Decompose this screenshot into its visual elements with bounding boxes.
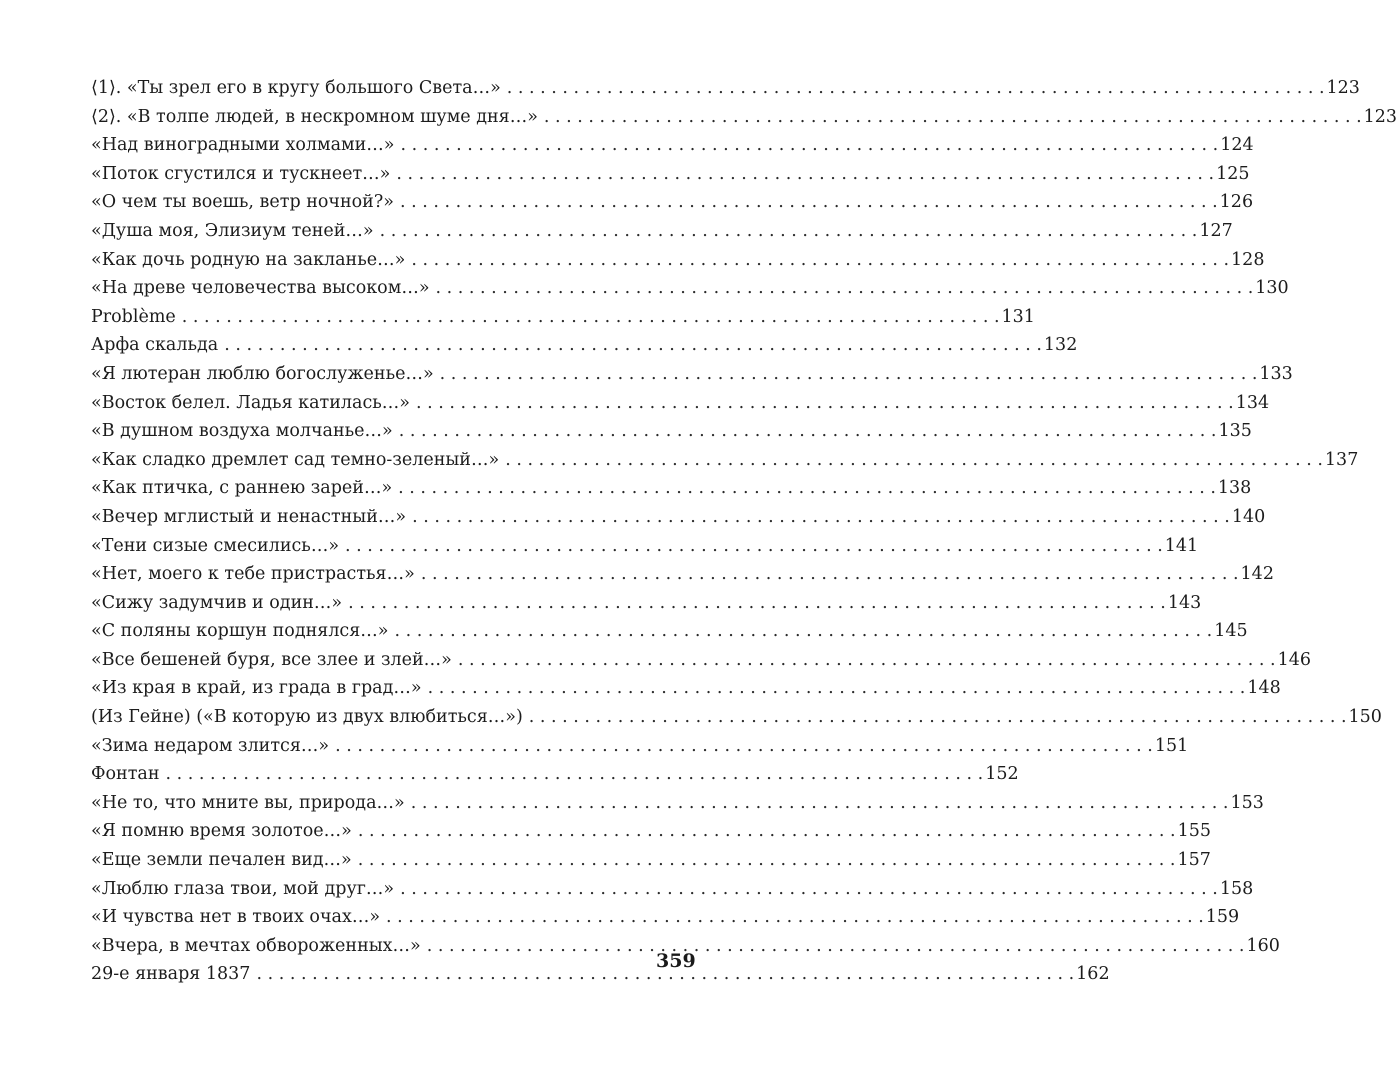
toc-entry-page: 132 — [1043, 335, 1078, 356]
dot-leader — [411, 246, 1229, 275]
toc-entry-page: 150 — [1348, 707, 1382, 728]
toc-entry — [91, 589, 1202, 618]
dot-leader — [394, 617, 1212, 646]
toc-entry-page: 135 — [1218, 421, 1252, 442]
page-number: 359 — [656, 950, 696, 972]
toc-entry-title: «Душа моя, Элизиум теней…» — [91, 220, 374, 241]
dot-leader — [458, 646, 1276, 675]
toc-entry — [91, 389, 1270, 418]
toc-entry — [91, 532, 1199, 561]
toc-entry-page: 124 — [1220, 135, 1254, 156]
toc-entry — [91, 703, 1382, 732]
toc-entry — [91, 188, 1254, 217]
toc-entry-title: «Не то, что мните вы, природа…» — [91, 792, 405, 813]
dot-leader — [224, 331, 1042, 360]
dot-leader — [400, 188, 1218, 217]
toc-entry-title: 29-е января 1837 — [91, 964, 251, 985]
toc-entry-page: 148 — [1247, 678, 1281, 699]
toc-entry-title: ⟨1⟩. «Ты зрел его в кругу большого Света…» — [91, 78, 501, 98]
toc-entry-title: «Еще земли печален вид…» — [91, 850, 352, 871]
dot-leader — [348, 589, 1166, 618]
dot-leader — [398, 474, 1216, 503]
toc-entry-page: 130 — [1255, 278, 1289, 299]
toc-entry — [91, 160, 1250, 189]
dot-leader — [166, 760, 984, 789]
toc-entry-title: «Над виноградными холмами…» — [91, 135, 395, 156]
toc-entry-page: 158 — [1219, 878, 1254, 899]
toc-entry-title: Problème — [91, 306, 176, 327]
dot-leader — [358, 817, 1176, 846]
toc-entry — [91, 446, 1359, 475]
dot-leader — [400, 875, 1218, 904]
dot-leader — [335, 732, 1153, 761]
toc-entry — [91, 303, 1035, 332]
toc-entry-page: 155 — [1177, 821, 1211, 842]
toc-entry — [91, 903, 1240, 932]
toc-entry-title: «Восток белел. Ладья катилась…» — [91, 392, 410, 413]
dot-leader — [358, 846, 1176, 875]
toc-entry-page: 133 — [1259, 363, 1293, 384]
dot-leader — [440, 360, 1258, 389]
toc-entry — [91, 331, 1078, 360]
toc-entry — [91, 103, 1397, 132]
toc-entry-title: «Как сладко дремлет сад темно-зеленый…» — [91, 449, 500, 470]
dot-leader — [345, 532, 1163, 561]
dot-leader — [427, 932, 1245, 961]
toc-entry-page: 151 — [1154, 735, 1189, 756]
toc-entry-title: «Я лютеран люблю богослуженье…» — [91, 363, 434, 384]
toc-entry-page: 162 — [1076, 964, 1110, 985]
toc-entry-page: 157 — [1177, 850, 1211, 871]
toc-entry-title: «Все бешеней буря, все злее и злей…» — [91, 649, 452, 670]
toc-entry-page: 159 — [1205, 907, 1240, 928]
dot-leader — [416, 389, 1234, 418]
toc-entry-page: 123 — [1363, 106, 1397, 127]
toc-entry-page: 141 — [1164, 535, 1199, 556]
toc-entry-title: «Люблю глаза твои, мой друг…» — [91, 878, 395, 899]
toc-entry-page: 142 — [1240, 564, 1274, 585]
toc-entry-page: 152 — [985, 764, 1019, 785]
toc-entry — [91, 646, 1312, 675]
toc-entry — [91, 732, 1189, 761]
toc-entry — [91, 74, 1360, 103]
toc-entry — [91, 217, 1233, 246]
toc-entry-title: «Зима недаром злится…» — [91, 735, 330, 756]
toc-entry-title: «Поток сгустился и тускнеет…» — [91, 163, 391, 184]
toc-entry-page: 131 — [1001, 306, 1035, 327]
toc-entry-page: 127 — [1199, 220, 1233, 241]
dot-leader — [182, 303, 1000, 332]
dot-leader — [401, 131, 1219, 160]
toc-entry-page: 134 — [1235, 392, 1270, 413]
toc-entry-page: 140 — [1231, 506, 1266, 527]
toc-entry-page: 146 — [1277, 649, 1312, 670]
dot-leader — [421, 560, 1239, 589]
dot-leader — [399, 417, 1217, 446]
dot-leader — [412, 503, 1230, 532]
toc-entry-title: «Нет, моего к тебе пристрастья…» — [91, 564, 415, 585]
toc-entry-title: «С поляны коршун поднялся…» — [91, 621, 389, 642]
toc-entry-page: 128 — [1231, 249, 1265, 270]
toc-entry-page: 160 — [1246, 935, 1280, 956]
toc-entry-title: «Из края в край, из града в град…» — [91, 678, 422, 699]
toc-entry — [91, 617, 1248, 646]
toc-entry-title: «О чем ты воешь, ветр ночной?» — [91, 192, 394, 213]
dot-leader — [396, 160, 1214, 189]
toc-entry-page: 125 — [1216, 163, 1250, 184]
dot-leader — [436, 274, 1254, 303]
toc-entry-title: «Вечер мглистый и ненастный…» — [91, 506, 407, 527]
dot-leader — [428, 674, 1246, 703]
toc-entry — [91, 760, 1019, 789]
toc-entry-page: 137 — [1324, 449, 1359, 470]
dot-leader — [507, 74, 1325, 103]
toc-entry-page: 153 — [1230, 792, 1264, 813]
toc-entry — [91, 875, 1254, 904]
toc-entry — [91, 131, 1254, 160]
toc-entry-page: 126 — [1219, 192, 1254, 213]
toc-entry-page: 138 — [1217, 478, 1252, 499]
toc-entry — [91, 474, 1252, 503]
toc-entry — [91, 417, 1252, 446]
toc-entry — [91, 560, 1274, 589]
toc-entry-title: ⟨2⟩. «В толпе людей, в нескромном шуме дня…» — [91, 106, 538, 127]
toc-entry-title: «Я помню время золотое…» — [91, 821, 352, 842]
toc-entry — [91, 246, 1265, 275]
toc-entry-page: 123 — [1326, 78, 1360, 98]
toc-entry-title: Фонтан — [91, 764, 160, 785]
toc-entry-page: 143 — [1167, 592, 1202, 613]
dot-leader — [529, 703, 1347, 732]
toc-entry-title: Арфа скальда — [91, 335, 219, 356]
toc-entry — [91, 817, 1211, 846]
dot-leader — [544, 103, 1362, 132]
dot-leader — [505, 446, 1323, 475]
toc-entry-title: «Сижу задумчив и один…» — [91, 592, 343, 613]
toc-entry-title: «Как дочь родную на закланье…» — [91, 249, 406, 270]
toc-entry-page: 145 — [1214, 621, 1248, 642]
toc-entry — [91, 503, 1266, 532]
toc-entry — [91, 789, 1264, 818]
toc-entry-title: (Из Гейне) («В которую из двух влюбиться…») — [91, 707, 523, 728]
dot-leader — [380, 217, 1198, 246]
toc-entry-title: «Вчера, в мечтах обвороженных…» — [91, 935, 421, 956]
toc-entry-title: «Тени сизые смесились…» — [91, 535, 340, 556]
toc-entry — [91, 360, 1293, 389]
toc-entry-title: «В душном воздуха молчанье…» — [91, 421, 393, 442]
dot-leader — [386, 903, 1204, 932]
toc-entry — [91, 674, 1281, 703]
dot-leader — [411, 789, 1229, 818]
toc-entry-title: «Как птичка, с раннею зарей…» — [91, 478, 393, 499]
toc-entry-title: «На древе человечества высоком…» — [91, 278, 430, 299]
toc-entry-title: «И чувства нет в твоих очах…» — [91, 907, 381, 928]
toc-entry — [91, 274, 1289, 303]
toc-entry — [91, 846, 1211, 875]
